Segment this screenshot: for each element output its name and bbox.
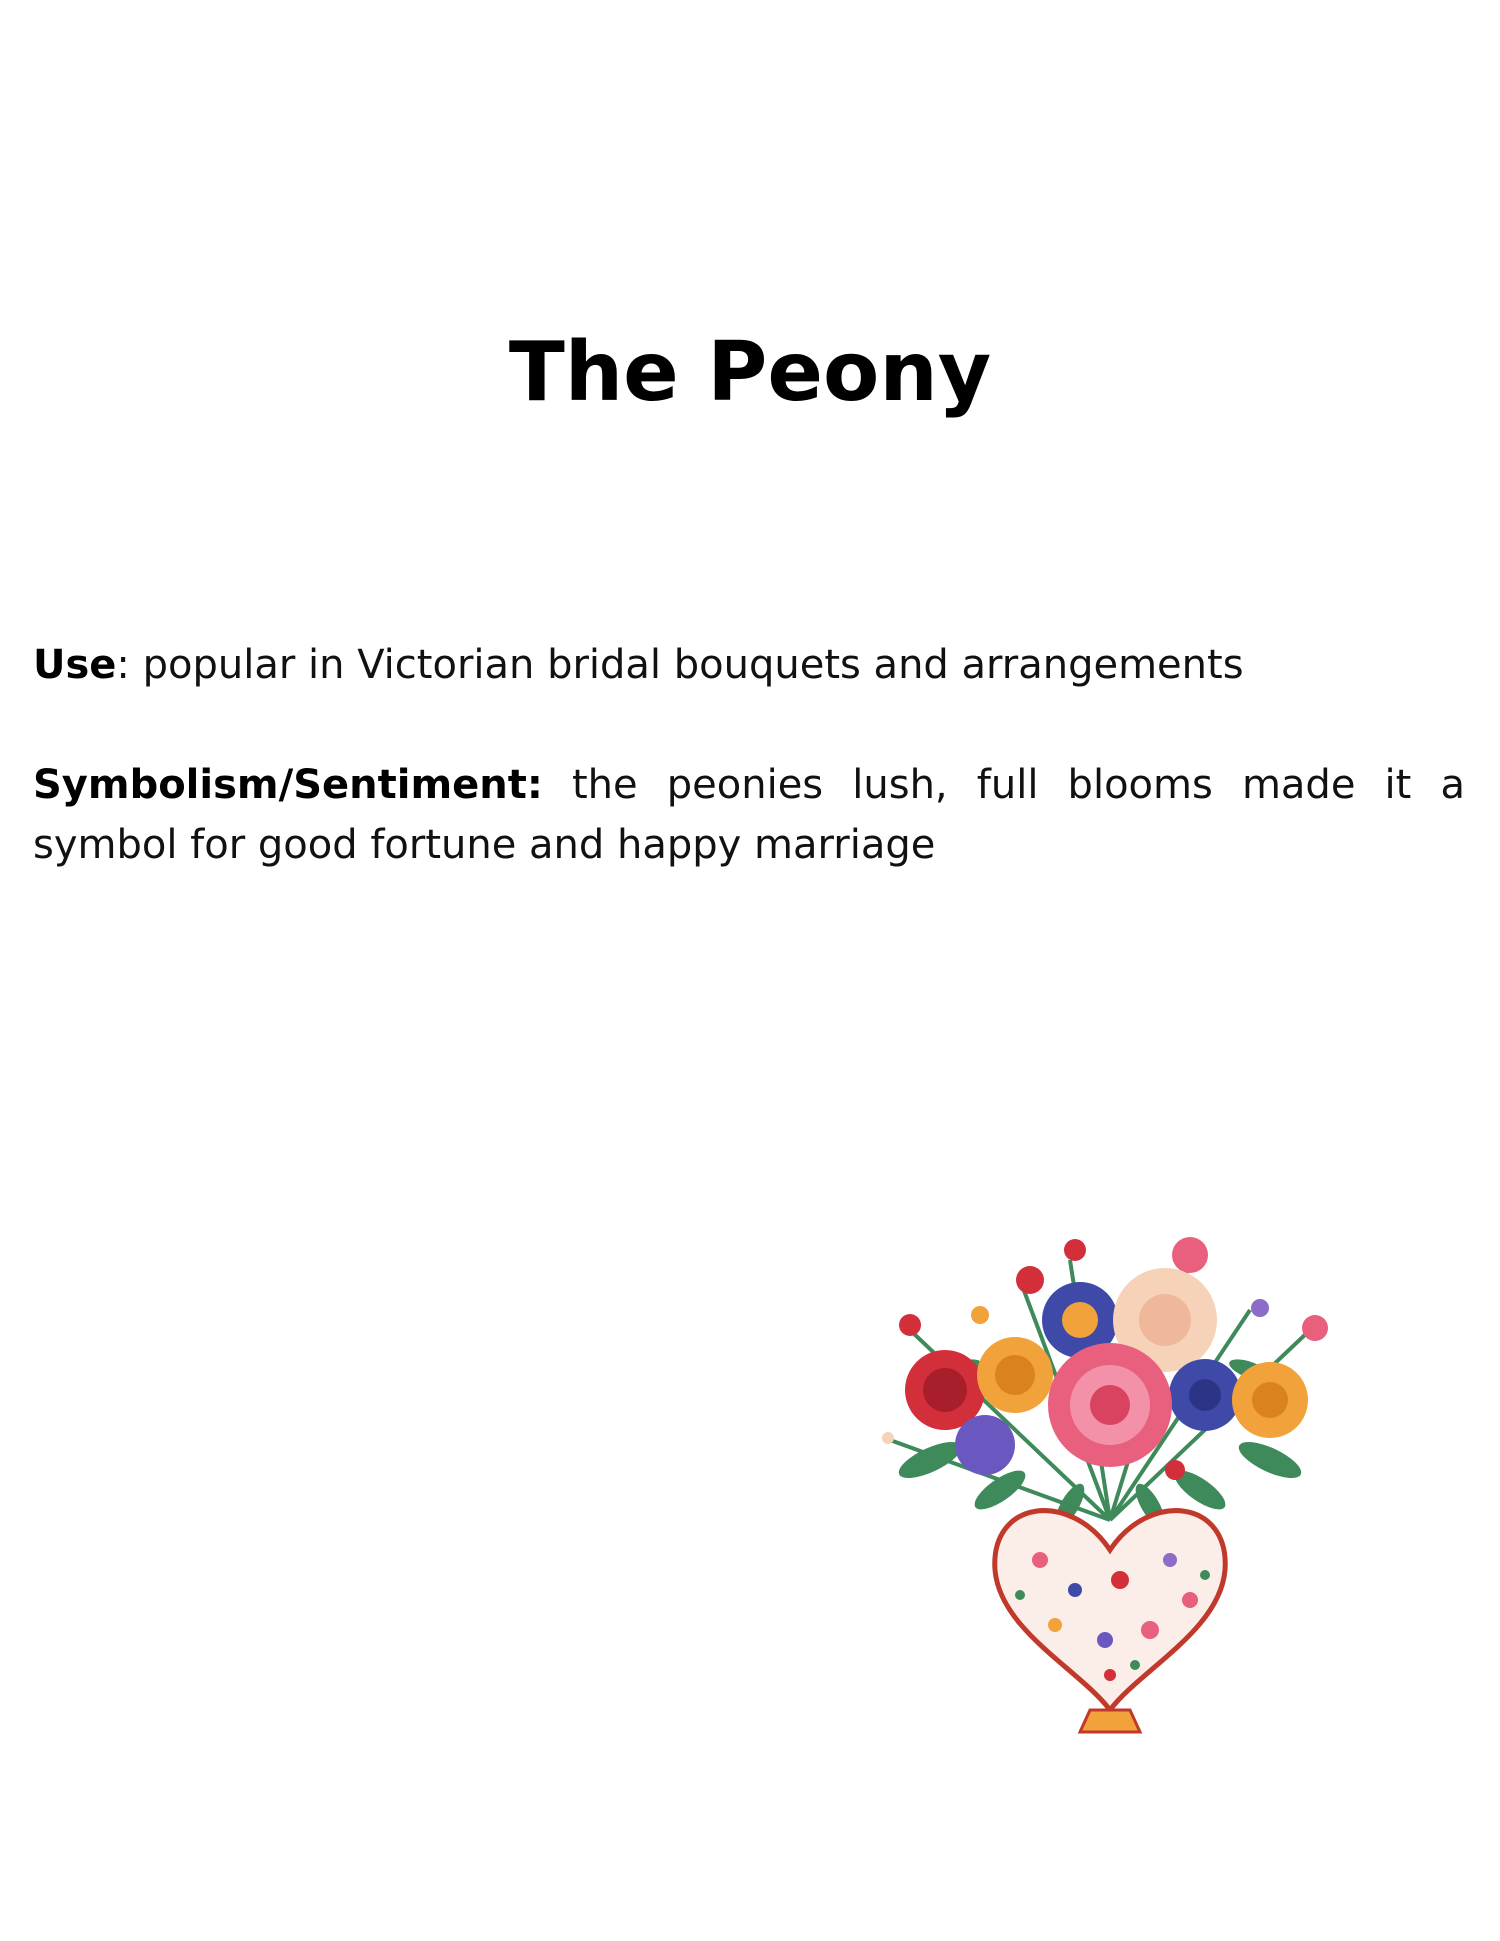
use-paragraph bbox=[33, 635, 1465, 695]
symbolism-paragraph bbox=[33, 755, 1465, 875]
symbolism-text: the peonies lush, full blooms made it a symbol for good fortune and happy marriage bbox=[33, 762, 1465, 868]
heart-vase bbox=[995, 1511, 1225, 1732]
bouquet-svg bbox=[870, 1220, 1350, 1740]
use-separator: : bbox=[116, 642, 130, 688]
use-text: popular in Victorian bridal bouquets and arrangements bbox=[129, 642, 1244, 688]
peony-bouquet-heart-vase-icon bbox=[870, 1220, 1350, 1740]
page-title: The Peony bbox=[508, 325, 992, 420]
use-label: Use bbox=[33, 642, 117, 688]
symbolism-label: Symbolism/Sentiment: bbox=[33, 762, 543, 808]
